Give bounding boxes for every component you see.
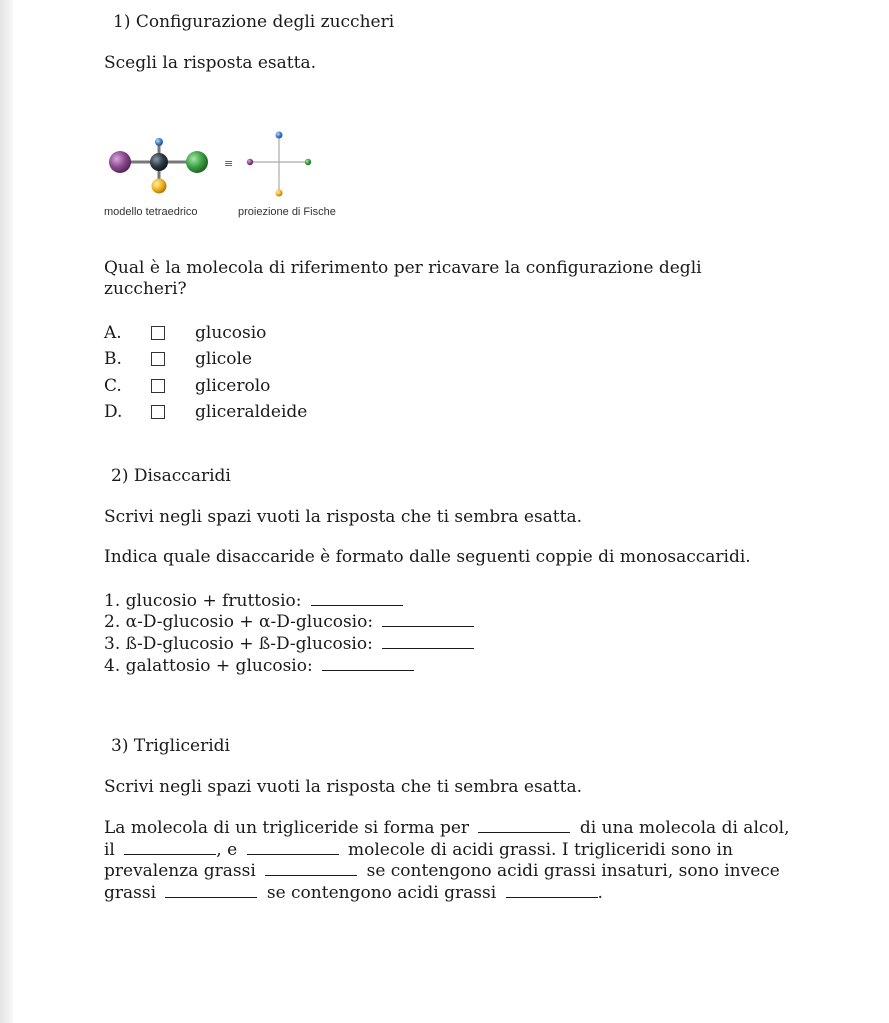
page-edge: [0, 0, 14, 1023]
q2-item-3: [104, 633, 474, 654]
q2-item-label: 1. glucosio + fruttosio:: [104, 591, 302, 611]
q3-line-3: [104, 860, 780, 881]
equiv-symbol: ≡: [224, 157, 234, 170]
option-letter: A.: [104, 323, 122, 343]
option-letter: C.: [104, 376, 122, 396]
q3-text: di una molecola di alcol,: [579, 818, 790, 838]
q3-title: 3) Trigliceridi: [111, 736, 230, 756]
fischer-green-dot: [305, 159, 311, 165]
q2-item-label: 2. α-D-glucosio + α-D-glucosio:: [104, 612, 374, 632]
q2-item-2: [104, 611, 474, 632]
q3-text: molecole di acidi grassi. I trigliceridi sono in: [347, 840, 733, 860]
answer-blank[interactable]: [478, 817, 570, 833]
q3-text: , e: [216, 840, 238, 860]
option-checkbox[interactable]: [151, 352, 165, 366]
option-letter: B.: [104, 349, 122, 369]
atom-purple-left: [109, 151, 131, 173]
q2-item-label: 4. galattosio + glucosio:: [104, 656, 313, 676]
q2-title: 2) Disaccaridi: [111, 466, 231, 486]
q1-question-line2: zuccheri?: [104, 279, 187, 299]
answer-blank[interactable]: [247, 839, 339, 855]
q2-item-label: 3. ß-D-glucosio + ß-D-glucosio:: [104, 634, 373, 654]
q3-text: se contengono acidi grassi: [266, 883, 497, 903]
fischer-blue-dot: [276, 132, 283, 139]
answer-blank[interactable]: [165, 882, 257, 898]
atom-carbon-center: [150, 153, 168, 171]
q3-text: se contengono acidi grassi insaturi, sono invece: [366, 861, 780, 881]
option-checkbox[interactable]: [151, 379, 165, 393]
answer-blank[interactable]: [506, 882, 598, 898]
answer-blank[interactable]: [124, 839, 216, 855]
q1-question-line1: Qual è la molecola di riferimento per ricavare la configurazione degli: [104, 258, 702, 278]
option-letter: D.: [104, 402, 123, 422]
q3-text: il: [104, 840, 115, 860]
atom-blue-top: [155, 138, 163, 146]
q3-text: La molecola di un trigliceride si forma per: [104, 818, 470, 838]
q3-instruction: Scrivi negli spazi vuoti la risposta che ti sembra esatta.: [104, 777, 583, 797]
q2-prompt: Indica quale disaccaride è formato dalle seguenti coppie di monosaccaridi.: [104, 547, 751, 567]
answer-blank[interactable]: [382, 633, 474, 649]
fischer-yellow-dot: [276, 190, 283, 197]
fischer-purple-dot: [247, 159, 253, 165]
option-text: glicerolo: [195, 376, 271, 396]
answer-blank[interactable]: [311, 590, 403, 606]
q3-text: prevalenza grassi: [104, 861, 256, 881]
option-text: gliceraldeide: [195, 402, 308, 422]
tetrahedral-model: [109, 138, 208, 194]
q3-line-4: [104, 882, 603, 903]
q2-instruction: Scrivi negli spazi vuoti la risposta che ti sembra esatta.: [104, 507, 583, 527]
option-checkbox[interactable]: [151, 326, 165, 340]
answer-blank[interactable]: [265, 860, 357, 876]
q2-item-4: [104, 655, 414, 676]
atom-green-right: [186, 151, 208, 173]
q1-title: 1) Configurazione degli zuccheri: [113, 12, 395, 32]
fischer-projection: [247, 132, 311, 197]
option-checkbox[interactable]: [151, 405, 165, 419]
q3-text: .: [597, 883, 603, 903]
q3-line-1: [104, 817, 789, 838]
option-text: glicole: [195, 349, 253, 369]
option-text: glucosio: [195, 323, 267, 343]
q2-item-1: [104, 590, 403, 611]
answer-blank[interactable]: [382, 611, 474, 627]
q3-line-2: [104, 839, 733, 860]
caption-fischer: proiezione di Fische: [238, 206, 336, 218]
q1-instruction: Scegli la risposta esatta.: [104, 53, 316, 73]
answer-blank[interactable]: [322, 655, 414, 671]
q3-text: grassi: [104, 883, 157, 903]
atom-yellow-bottom: [152, 179, 167, 194]
caption-tetrahedral: modello tetraedrico: [104, 206, 198, 218]
molecule-figure: [100, 124, 360, 238]
